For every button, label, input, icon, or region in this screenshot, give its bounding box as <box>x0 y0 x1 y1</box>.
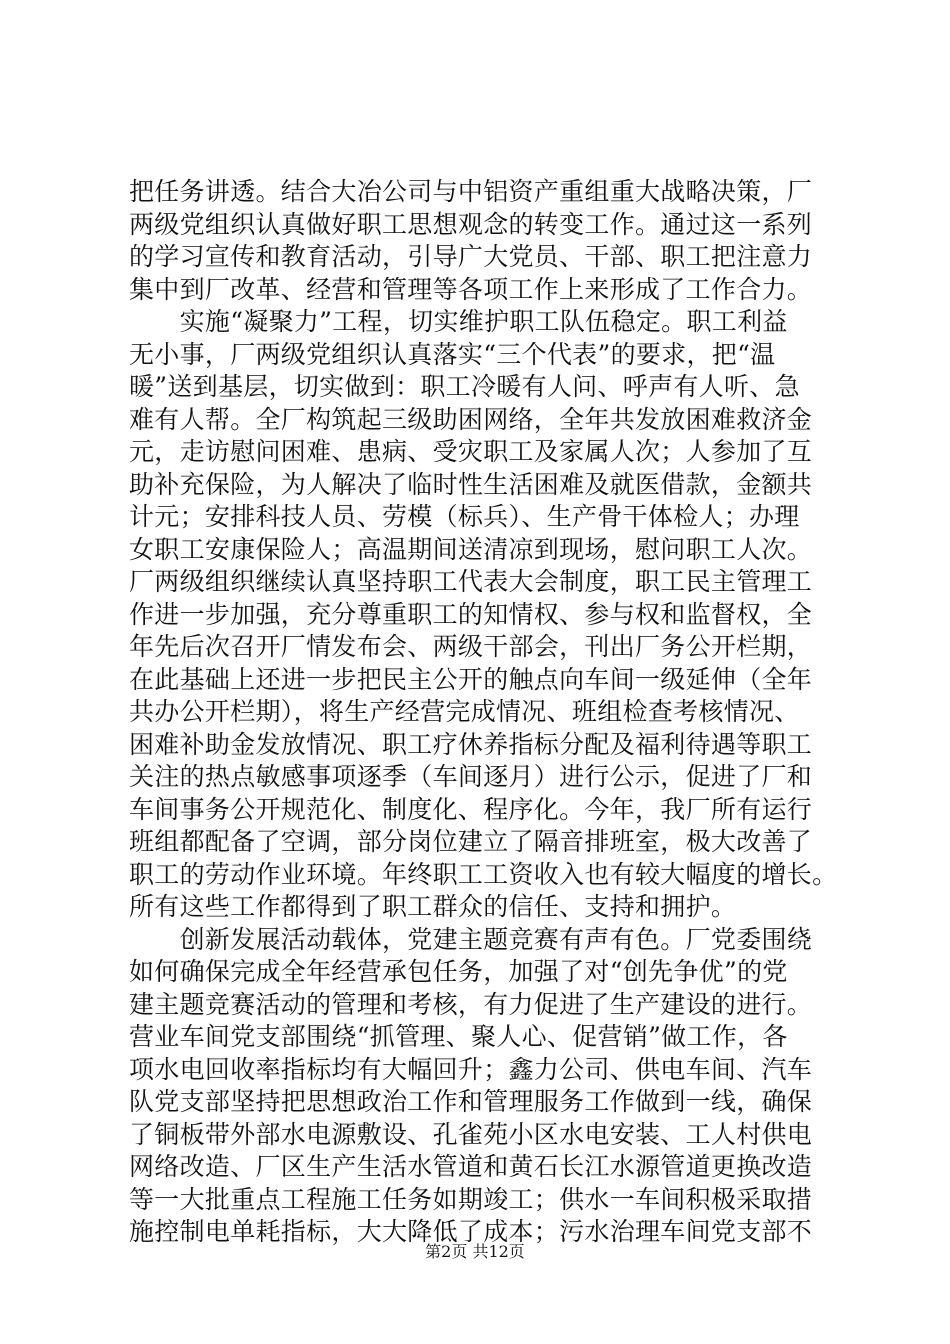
text-line: 了铜板带外部水电源敷设、孔雀苑小区水电安装、工人村供电 <box>129 1119 813 1149</box>
text-line: 在此基础上还进一步把民主公开的触点向车间一级延伸（全年 <box>129 664 813 694</box>
text-line: 职工的劳动作业环境。年终职工工资收入也有较大幅度的增长。 <box>129 859 838 889</box>
text-line: 网络改造、厂区生产生活水管道和黄石长江水源管道更换改造 <box>129 1152 813 1181</box>
text-line: 车间事务公开规范化、制度化、程序化。今年，我厂所有运行 <box>129 794 813 824</box>
text-line: 助补充保险，为人解决了临时性生活困难及就医借款，金额共 <box>129 469 813 499</box>
text-line: 两级党组织认真做好职工思想观念的转变工作。通过这一系列 <box>129 209 813 239</box>
text-line: 把任务讲透。结合大冶公司与中铝资产重组重大战略决策，厂 <box>129 177 813 206</box>
text-line: 女职工安康保险人；高温期间送清凉到现场，慰问职工人次。 <box>129 534 813 564</box>
text-line: 营业车间党支部围绕“抓管理、聚人心、促营销”做工作，各 <box>129 1022 788 1051</box>
body-text <box>129 176 838 1249</box>
text-line: 等一大批重点工程施工任务如期竣工；供水一车间积极采取措 <box>129 1184 813 1214</box>
text-line: 班组都配备了空调，部分岗位建立了隔音排班室，极大改善了 <box>129 827 813 856</box>
text-line: 集中到厂改革、经营和管理等各项工作上来形成了工作合力。 <box>129 274 813 304</box>
text-line: 施控制电单耗指标，大大降低了成本；污水治理车间党支部不 <box>129 1217 813 1246</box>
text-line: 暖”送到基层，切实做到：职工冷暖有人问、呼声有人听、急 <box>129 372 800 401</box>
text-line: 难有人帮。全厂构筑起三级助困网络，全年共发放困难救济金 <box>129 404 813 434</box>
text-line: 实施“凝聚力”工程，切实维护职工队伍稳定。职工利益 <box>129 307 788 336</box>
text-line: 元，走访慰问困难、患病、受灾职工及家属人次；人参加了互 <box>129 437 813 466</box>
text-line: 项水电回收率指标均有大幅回升；鑫力公司、供电车间、汽车 <box>129 1054 813 1084</box>
text-line: 困难补助金发放情况、职工疗休养指标分配及福利待遇等职工 <box>129 729 813 759</box>
text-line: 创新发展活动载体，党建主题竞赛有声有色。厂党委围绕 <box>129 924 813 954</box>
text-line: 的学习宣传和教育活动，引导广大党员、干部、职工把注意力 <box>129 242 813 271</box>
text-line: 年先后次召开厂情发布会、两级干部会，刊出厂务公开栏期， <box>129 632 813 661</box>
text-line: 建主题竞赛活动的管理和考核，有力促进了生产建设的进行。 <box>129 989 813 1019</box>
text-line: 厂两级组织继续认真坚持职工代表大会制度，职工民主管理工 <box>129 567 813 596</box>
text-line: 共办公开栏期），将生产经营完成情况、班组检查考核情况、 <box>129 697 800 726</box>
text-line: 计元；安排科技人员、劳模（标兵）、生产骨干体检人；办理 <box>129 502 800 531</box>
text-line: 关注的热点敏感事项逐季（车间逐月）进行公示，促进了厂和 <box>129 762 813 791</box>
text-line: 队党支部坚持把思想政治工作和管理服务工作做到一线，确保 <box>129 1087 813 1116</box>
text-line: 如何确保完成全年经营承包任务，加强了对“创先争优”的党 <box>129 957 788 986</box>
page-footer: 第2页 共12页 <box>425 1242 525 1261</box>
text-line: 作进一步加强，充分尊重职工的知情权、参与权和监督权，全 <box>129 599 813 629</box>
text-line: 所有这些工作都得到了职工群众的信任、支持和拥护。 <box>129 892 737 921</box>
text-line: 无小事，厂两级党组织认真落实“三个代表”的要求，把“温 <box>129 339 776 369</box>
